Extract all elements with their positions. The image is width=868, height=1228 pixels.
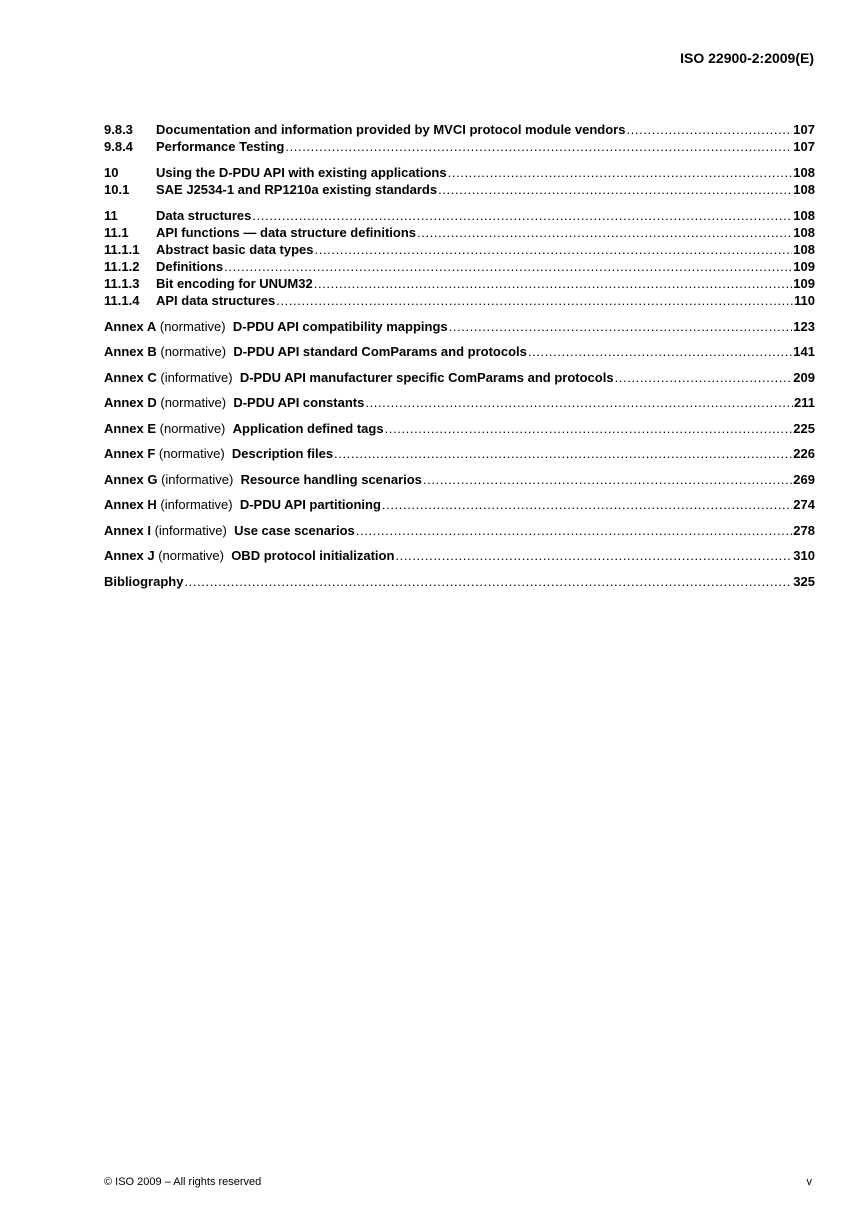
dot-leader: [252, 207, 792, 224]
toc-annex-entry[interactable]: [104, 394, 815, 411]
toc-entry[interactable]: [104, 164, 815, 181]
toc-entry-page: 107: [793, 139, 815, 154]
toc-entry[interactable]: [104, 224, 815, 241]
toc-entry-page: 226: [793, 446, 815, 461]
toc-annex-entry[interactable]: [104, 445, 815, 462]
annex-label: Annex E: [104, 420, 157, 436]
annex-label: Annex A: [104, 318, 157, 334]
toc-entry-number: 9.8.3: [104, 122, 133, 137]
annex-title: Application defined tags: [232, 420, 384, 436]
toc-entry-page: 110: [794, 293, 815, 308]
toc-entry[interactable]: [104, 138, 815, 155]
dot-leader: [184, 573, 792, 590]
toc-entry[interactable]: [104, 292, 815, 309]
toc-annex-entry[interactable]: [104, 343, 815, 360]
annex-label: Annex H: [104, 497, 157, 512]
toc-entry-title: Bit encoding for UNUM32: [156, 276, 313, 291]
toc-annex-entry[interactable]: [104, 369, 815, 386]
toc-entry-number: 11.1.1: [104, 242, 140, 257]
annex-kind: (normative): [159, 318, 226, 334]
dot-leader: [224, 258, 792, 275]
toc-entry-page: 269: [793, 471, 815, 487]
dot-leader: [365, 394, 793, 411]
dot-leader: [528, 343, 792, 360]
toc-entry-page: 211: [794, 395, 815, 410]
toc-bibliography-entry[interactable]: [104, 573, 815, 590]
toc-entry-title: API data structures: [156, 293, 276, 308]
toc-entry-page: 109: [793, 259, 815, 274]
toc-annex-entry[interactable]: [104, 471, 815, 488]
annex-kind: (normative): [158, 446, 225, 461]
toc-entry[interactable]: [104, 258, 815, 275]
table-of-contents: [104, 121, 815, 590]
toc-entry-number: 11.1.4: [104, 293, 140, 308]
annex-kind: (normative): [160, 344, 227, 359]
dot-leader: [448, 164, 793, 181]
toc-annex-entry[interactable]: [104, 318, 815, 335]
toc-entry-title: Performance Testing: [156, 139, 285, 154]
toc-annex-entry[interactable]: [104, 496, 815, 513]
toc-entry[interactable]: [104, 275, 815, 292]
toc-entry-title: Documentation and information provided by MVCI protocol module vendors: [156, 122, 626, 137]
annex-kind: (normative): [158, 548, 224, 563]
annex-title: Description files: [231, 446, 334, 461]
dot-leader: [385, 420, 793, 437]
toc-entry-page: 141: [793, 344, 815, 359]
annex-title: OBD protocol initialization: [231, 548, 395, 563]
dot-leader: [285, 138, 792, 155]
toc-entry-page: 108: [793, 225, 815, 240]
annex-kind: (informative): [160, 497, 233, 512]
annex-kind: (informative): [154, 522, 227, 538]
toc-entry-page: 123: [793, 318, 815, 334]
annex-kind: (normative): [159, 420, 226, 436]
toc-entry-page: 325: [793, 573, 815, 589]
toc-entry-page: 107: [793, 122, 815, 137]
toc-entry-number: 11: [104, 208, 118, 223]
toc-annex-entry[interactable]: [104, 420, 815, 437]
dot-leader: [334, 445, 792, 462]
toc-entry[interactable]: [104, 121, 815, 138]
toc-entry-page: 310: [793, 548, 815, 563]
dot-leader: [423, 471, 792, 488]
annex-label: Annex C: [104, 369, 157, 385]
annex-label: Annex B: [104, 344, 157, 359]
toc-entry[interactable]: [104, 181, 815, 198]
annex-label: Annex G: [104, 471, 158, 487]
toc-entry-number: 9.8.4: [104, 139, 133, 154]
annex-kind: (informative): [161, 471, 234, 487]
dot-leader: [382, 496, 792, 513]
annex-kind: (informative): [160, 369, 233, 385]
toc-entry-number: 10: [104, 165, 119, 180]
annex-title: D-PDU API standard ComParams and protocols: [233, 344, 527, 359]
toc-entry-page: 274: [793, 497, 815, 512]
annex-kind: (normative): [160, 395, 227, 410]
toc-entry-number: 11.1: [104, 225, 129, 240]
toc-entry-number: 10.1: [104, 182, 130, 197]
annex-title: D-PDU API partitioning: [239, 497, 381, 512]
toc-entry-number: 11.1.2: [104, 259, 140, 274]
toc-entry-title: Definitions: [156, 259, 224, 274]
toc-entry-title: Data structures: [156, 208, 252, 223]
document-id: ISO 22900-2:2009(E): [680, 50, 814, 66]
annex-title: Use case scenarios: [234, 522, 355, 538]
dot-leader: [615, 369, 793, 386]
copyright-notice: © ISO 2009 – All rights reserved: [104, 1176, 262, 1188]
toc-entry[interactable]: [104, 241, 815, 258]
toc-entry-title: API functions — data structure definitions: [156, 225, 417, 240]
annex-title: D-PDU API compatibility mappings: [232, 318, 448, 334]
dot-leader: [417, 224, 792, 241]
toc-entry-page: 209: [793, 369, 815, 385]
annex-label: Annex F: [104, 446, 156, 461]
annex-label: Annex J: [104, 548, 155, 563]
toc-entry-title: Using the D-PDU API with existing applications: [156, 165, 447, 180]
toc-entry-page: 225: [793, 420, 815, 436]
dot-leader: [314, 275, 793, 292]
dot-leader: [315, 241, 793, 258]
dot-leader: [449, 318, 793, 335]
toc-entry-page: 108: [793, 182, 815, 197]
toc-entry-page: 278: [793, 522, 815, 538]
page-number: v: [806, 1176, 812, 1188]
dot-leader: [276, 292, 793, 309]
toc-annex-entry[interactable]: [104, 522, 815, 539]
toc-entry-page: 109: [793, 276, 815, 291]
dot-leader: [356, 522, 793, 539]
toc-entry-page: 108: [793, 208, 815, 223]
toc-annex-entry[interactable]: [104, 547, 815, 564]
toc-entry-title: SAE J2534-1 and RP1210a existing standards: [156, 182, 438, 197]
toc-entry-title: Abstract basic data types: [156, 242, 314, 257]
annex-title: Resource handling scenarios: [240, 471, 422, 487]
toc-entry-page: 108: [793, 165, 815, 180]
annex-title: D-PDU API constants: [233, 395, 365, 410]
annex-label: Annex D: [104, 395, 157, 410]
annex-title: D-PDU API manufacturer specific ComParams and protocols: [239, 369, 614, 385]
annex-label: Annex I: [104, 522, 151, 538]
toc-entry[interactable]: [104, 207, 815, 224]
toc-entry-number: 11.1.3: [104, 276, 140, 291]
page-footer: [104, 1176, 812, 1188]
dot-leader: [626, 121, 792, 138]
toc-entry-page: 108: [793, 242, 815, 257]
bibliography-title: Bibliography: [104, 573, 184, 589]
dot-leader: [395, 547, 792, 564]
dot-leader: [438, 181, 792, 198]
